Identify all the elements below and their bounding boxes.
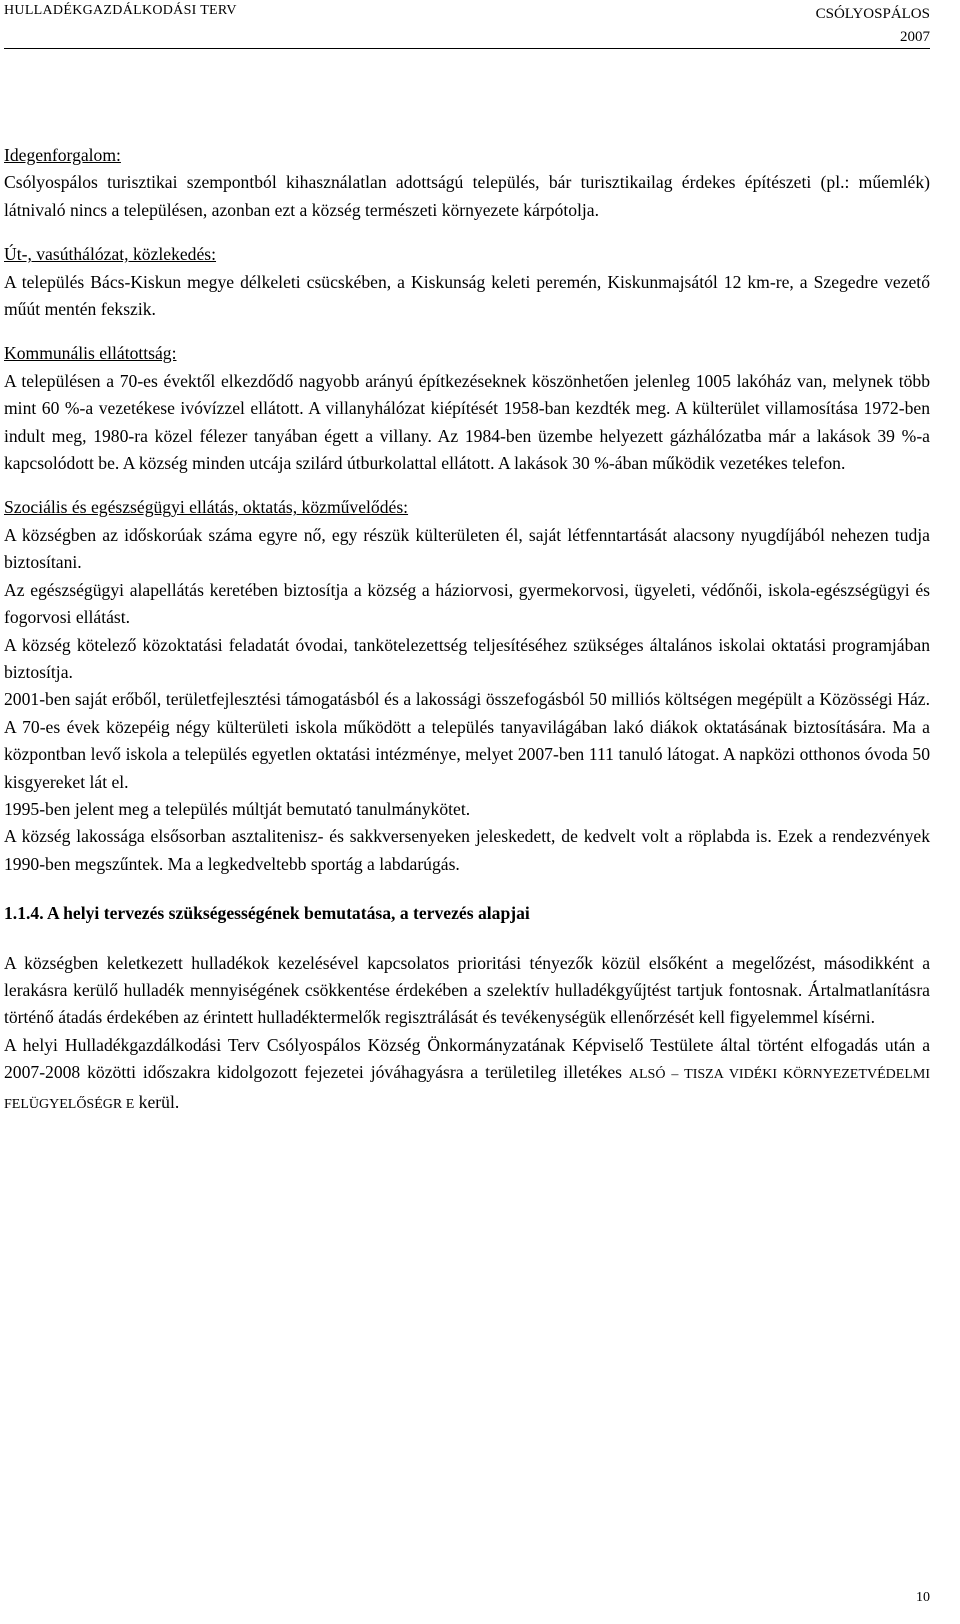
social-paragraph-elderly: A községben az időskorúak száma egyre nő, egy részük külterületen él, saját létfenntartását alacsony nyugdíjából nehezen tudja biztosítani. (4, 524, 930, 573)
social-paragraph-community-house: 2001-ben saját erőből, területfejlesztési támogatásból és a lakossági összefogásból 50 milliós költségen megépült a Közösségi Ház. A 70-es évek közepéig négy külterületi iskola működött a település tanyavilágában lakó diákok oktatásának biztosítására. Ma a központban levő iskola a település egyetlen oktatási intézménye, melyet 2007-ben 111 tanuló látogat. A napközi otthonos óvoda 50 kisgyereket lát el. (4, 689, 930, 792)
tourism-heading: Idegenforgalom: (4, 145, 121, 165)
social-paragraph-health: Az egészségügyi alapellátás keretében biztosítja a község a háziorvosi, gyermekorvosi, ügyeleti, védőnői, iskola-egészségügyi és fogorvosi ellátást. (4, 579, 930, 628)
approval-text-start: A helyi Hulladékgazdálkodási Terv Csólyospálos Község Önkormányzatának Képviselő Testülete által történt elfogadás után a 2007-2008 közötti időszakra kidolgozott fejezetei jóváhagyásra a területileg illetékes (4, 1034, 930, 1083)
approval-text-end: kerül. (134, 1091, 180, 1112)
document-body (4, 142, 930, 1118)
social-paragraph-education: A község kötelező közoktatási feladatát óvodai, tankötelezettség teljesítéséhez szükséges általános iskolai oktatási programjában biztosítja. (4, 634, 930, 682)
header-municipality: CSÓLYOSPÁLOS (815, 6, 930, 22)
header-document-title: HULLADÉKGAZDÁLKODÁSI TERV (4, 3, 237, 18)
header-right-block (816, 3, 930, 49)
page-header (4, 0, 930, 49)
tourism-paragraph: Csólyospálos turisztikai szempontból kihasználatlan adottságú település, bár turisztikailag érdekes építészeti (pl.: műemlék) látnivaló nincs a településen, azonban ezt a község természeti környezete kárpótolja. (4, 172, 930, 220)
social-heading: Szociális és egészségügyi ellátás, oktatás, közművelődés: (4, 497, 409, 518)
page-number: 10 (916, 1590, 930, 1605)
transport-heading: Út-, vasúthálózat, közlekedés: (4, 244, 217, 265)
section-title-planning: 1.1.4. A helyi tervezés szükségességének bemutatása, a tervezés alapjai (4, 903, 530, 924)
social-paragraph-sports: A község lakossága elsősorban asztalitenisz- és sakkversenyeken jeleskedett, de kedvelt volt a röplabda is. Ezek a rendezvények 1990-ben megszűntek. Ma a legkedveltebb sportág a labdarúgás. (4, 826, 930, 874)
authority-name: ALSÓ – TISZA VIDÉKI KÖRNYEZETVÉDELMI FELÜGYELŐSÉGR E (4, 1067, 930, 1112)
planning-paragraph-priorities: A községben keletkezett hulladékok kezelésével kapcsolatos prioritási tényezők közül elsőként a megelőzést, másodikként a lerakásra kerülő hulladék mennyiségének csökkentése érdekében a szelektív hulladékgyűjtést tartjuk fontosnak. Ártalmatlanításra történő átadás érdekében az érintett hulladéktermelők regisztrálását és tevékenységük ellenőrzését kell figyelemmel kísérni. (4, 952, 930, 1028)
header-year: 2007 (900, 29, 930, 45)
utilities-paragraph: A településen a 70-es évektől elkezdődő nagyobb arányú építkezéseknek köszönhetően jelenleg 1005 lakóház van, melynek több mint 60 %-a vezetékese ivóvízzel ellátott. A villanyhálózat kiépítését 1958-ban kezdték meg. A külterület villamosítása 1972-ben indult meg, 1980-ra közel félezer tanyában égett a villany. Az 1984-ben üzembe helyezett gázhálózatba már a lakások 39 %-a kapcsolódott be. A község minden utcája szilárd útburkolattal ellátott. A lakások 30 %-ában működik vezetékes telefon. (4, 370, 930, 474)
planning-paragraph-approval (4, 1032, 930, 1118)
social-paragraph-study-volume: 1995-ben jelent meg a település múltját bemutató tanulmánykötet. (4, 798, 471, 819)
utilities-heading: Kommunális ellátottság: (4, 343, 177, 364)
transport-paragraph: A település Bács-Kiskun megye délkeleti csücskében, a Kiskunság keleti peremén, Kiskunmajsától 12 km-re, a Szegedre vezető műút mentén fekszik. (4, 271, 930, 320)
